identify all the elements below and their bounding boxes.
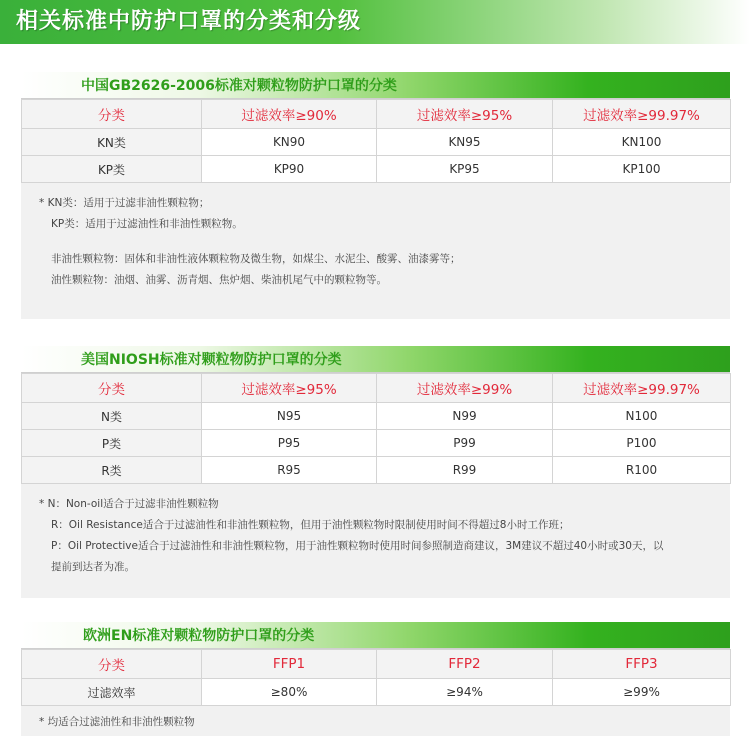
note-line: 油性颗粒物：油烟、油雾、沥青烟、焦炉烟、柴油机尾气中的颗粒物等。 [51, 274, 387, 286]
table-cell: KN90 [202, 129, 377, 156]
table-header-row [22, 100, 731, 129]
page-title: 相关标准中防护口罩的分类和分级 [16, 9, 362, 34]
table-cell: ≥80% [202, 679, 377, 706]
table-cell: KN95 [377, 129, 553, 156]
table-cell: P99 [377, 430, 553, 457]
page-header [0, 0, 750, 44]
table-header-row [22, 374, 731, 403]
section-header [21, 622, 730, 648]
notes [21, 183, 730, 315]
table-header-row [22, 650, 731, 679]
header-cell: 过滤效率≥99% [377, 374, 553, 403]
section-eu-en [21, 622, 730, 736]
section-china-gb2626 [21, 72, 730, 319]
classification-table [21, 99, 731, 183]
table-row [22, 457, 731, 484]
table-row [22, 430, 731, 457]
header-cell: 过滤效率≥99.97% [553, 374, 731, 403]
section-body [21, 372, 730, 598]
note-line: 提前到达者为准。 [51, 561, 135, 573]
section-header [21, 346, 730, 372]
table-cell: KP95 [377, 156, 553, 183]
header-cell: FFP2 [377, 650, 553, 679]
table-cell: R95 [202, 457, 377, 484]
category-cell: P类 [22, 430, 202, 457]
note-line: KP类：适用于过滤油性和非油性颗粒物。 [51, 218, 243, 230]
classification-table [21, 649, 731, 706]
header-cell: FFP3 [553, 650, 731, 679]
section-title: 美国NIOSH标准对颗粒物防护口罩的分类 [81, 352, 342, 368]
table-cell: P100 [553, 430, 731, 457]
section-body [21, 98, 730, 319]
header-cell: 过滤效率≥95% [202, 374, 377, 403]
table-cell: R100 [553, 457, 731, 484]
note-line: * 均适合过滤油性和非油性颗粒物 [39, 716, 195, 728]
section-title: 欧洲EN标准对颗粒物防护口罩的分类 [83, 628, 315, 644]
table-cell: R99 [377, 457, 553, 484]
table-row [22, 156, 731, 183]
notes [21, 706, 730, 732]
note-line: * KN类：适用于过滤非油性颗粒物； [39, 197, 210, 209]
table-row [22, 129, 731, 156]
header-cell: 过滤效率≥95% [377, 100, 553, 129]
note-line: 非油性颗粒物：固体和非油性液体颗粒物及微生物，如煤尘、水泥尘、酸雾、油漆雾等； [51, 253, 461, 265]
table-cell: N95 [202, 403, 377, 430]
table-cell: KP90 [202, 156, 377, 183]
table-cell: N99 [377, 403, 553, 430]
category-cell: N类 [22, 403, 202, 430]
table-cell: P95 [202, 430, 377, 457]
table-cell: KP100 [553, 156, 731, 183]
header-cell: 分类 [22, 374, 202, 403]
category-cell: KP类 [22, 156, 202, 183]
table-row [22, 679, 731, 706]
category-cell: KN类 [22, 129, 202, 156]
header-cell: 分类 [22, 650, 202, 679]
section-body [21, 648, 730, 736]
header-cell: FFP1 [202, 650, 377, 679]
table-row [22, 403, 731, 430]
table-cell: N100 [553, 403, 731, 430]
note-line: R：Oil Resistance适合于过滤油性和非油性颗粒物，但用于油性颗粒物时限制使用时间不得超过8小时工作班； [51, 519, 570, 531]
header-cell: 过滤效率≥99.97% [553, 100, 731, 129]
section-us-niosh [21, 346, 730, 598]
category-cell: R类 [22, 457, 202, 484]
notes [21, 484, 730, 594]
category-cell: 过滤效率 [22, 679, 202, 706]
note-line: P：Oil Protective适合于过滤油性和非油性颗粒物，用于油性颗粒物时使用时间参照制造商建议，3M建议不超过40小时或30天，以 [51, 540, 664, 552]
table-cell: ≥94% [377, 679, 553, 706]
table-cell: ≥99% [553, 679, 731, 706]
classification-table [21, 373, 731, 484]
header-cell: 分类 [22, 100, 202, 129]
header-cell: 过滤效率≥90% [202, 100, 377, 129]
table-cell: KN100 [553, 129, 731, 156]
note-line: * N：Non-oil适合于过滤非油性颗粒物 [39, 498, 219, 510]
section-header [21, 72, 730, 98]
section-title: 中国GB2626-2006标准对颗粒物防护口罩的分类 [81, 78, 397, 94]
